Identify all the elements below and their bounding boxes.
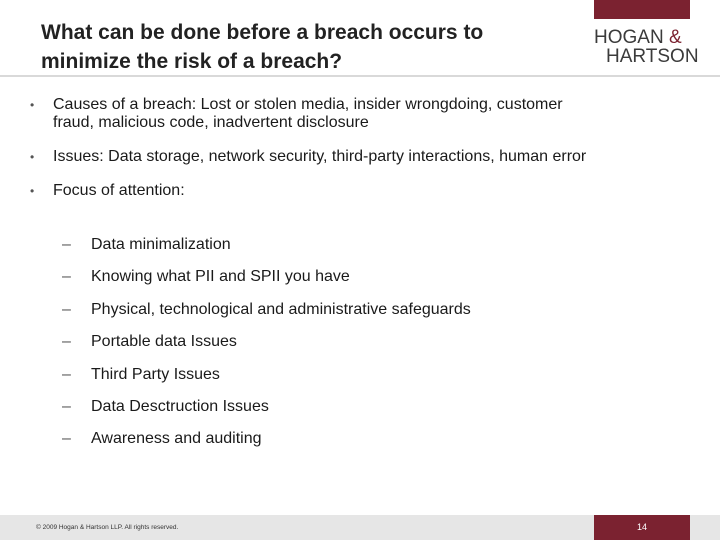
bullet-text: Focus of attention: <box>53 182 185 199</box>
logo-line-2: HARTSON <box>606 46 699 67</box>
page-number-box <box>594 515 690 540</box>
dash-marker: – <box>62 333 71 351</box>
bullet-item <box>30 182 590 200</box>
sub-bullet-text: Third Party Issues <box>91 365 220 383</box>
bullet-text: Causes of a breach: Lost or stolen media, insider wrongdoing, customer fraud, malicious code, inadvertent disclosure <box>53 96 563 131</box>
sub-bullet-item <box>62 366 471 398</box>
dash-marker: – <box>62 397 71 415</box>
sub-bullet-text: Data minimalization <box>91 236 231 253</box>
page-number: 14 <box>636 522 647 532</box>
bullet-marker: • <box>30 150 35 164</box>
sub-bullet-item <box>62 301 471 333</box>
dash-marker: – <box>62 268 71 286</box>
sub-bullet-text: Knowing what PII and SPII you have <box>91 268 350 286</box>
sub-bullet-text: Portable data Issues <box>91 333 237 351</box>
dash-marker: – <box>62 300 71 318</box>
copyright-text: © 2009 Hogan & Hartson LLP. All rights reserved. <box>36 524 179 531</box>
logo-accent-tab <box>594 0 690 19</box>
hogan-hartson-logo <box>594 27 699 67</box>
dash-marker: – <box>62 365 71 383</box>
sub-bullet-item <box>62 398 471 430</box>
sub-bullet-item <box>62 333 471 365</box>
sub-bullet-list <box>62 236 471 463</box>
dash-marker: – <box>62 236 71 253</box>
sub-bullet-text: Physical, technological and administrative safeguards <box>91 300 471 318</box>
dash-marker: – <box>62 430 71 448</box>
bullet-text: Issues: Data storage, network security, third-party interactions, human error <box>53 148 587 165</box>
sub-bullet-item <box>62 430 471 462</box>
sub-bullet-text: Awareness and auditing <box>91 430 262 448</box>
slide-title: What can be done before a breach occurs to minimize the risk of a breach? <box>41 21 484 73</box>
title-divider <box>0 75 720 77</box>
sub-bullet-item <box>62 268 471 300</box>
bullet-list <box>30 96 590 216</box>
bullet-item <box>30 96 590 132</box>
bullet-marker: • <box>30 98 35 112</box>
sub-bullet-item <box>62 236 471 268</box>
sub-bullet-text: Data Desctruction Issues <box>91 397 269 415</box>
bullet-item <box>30 148 590 166</box>
logo-line-1: HOGAN & <box>594 27 682 48</box>
bullet-marker: • <box>30 184 35 198</box>
